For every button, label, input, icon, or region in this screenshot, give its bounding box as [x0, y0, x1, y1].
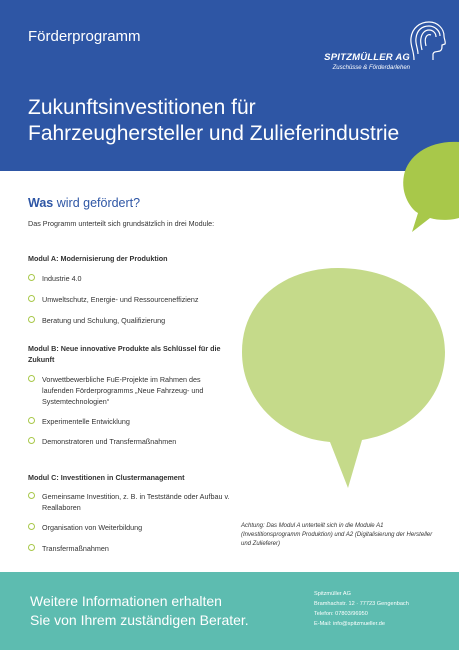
- module-b-title: Modul B: Neue innovative Produkte als Schlüssel für die Zukunft: [28, 344, 221, 364]
- contact-block: [314, 589, 454, 629]
- contact-company: Spitzmüller AG: [314, 591, 351, 597]
- circle-bullet-icon: [28, 375, 35, 382]
- logo-subtitle: Zuschüsse & Förderdarlehen: [332, 65, 410, 71]
- question-rest: wird gefördert?: [53, 196, 141, 210]
- footer-cta: [30, 592, 290, 630]
- title-line-2: Fahrzeughersteller und Zulieferindustrie: [28, 122, 400, 145]
- module-c-title: Modul C: Investitionen in Clustermanagement: [28, 473, 185, 482]
- contact-address: Bramhachstr. 12 · 77723 Gengenbach: [314, 601, 409, 607]
- question-bold: Was: [28, 196, 54, 210]
- title-line-1: Zukunftsinvestitionen für: [28, 96, 256, 119]
- module-a-title: Modul A: Modernisierung der Produktion: [28, 254, 168, 263]
- kicker-label: Förderprogramm: [28, 28, 141, 45]
- large-green-bubble: [242, 268, 445, 488]
- module-note: Achtung: Das Modul A unterteilt sich in die Module A1 (Investitionsprogramm Produktion) und A2 (Digitalisierung der Hersteller und Zulieferer): [241, 523, 433, 547]
- circle-bullet-icon: [28, 492, 35, 499]
- logo-name: SPITZMÜLLER AG: [324, 52, 410, 63]
- small-lime-bubble: [403, 142, 459, 232]
- circle-bullet-icon: [28, 274, 35, 281]
- circle-bullet-icon: [28, 437, 35, 444]
- contact-phone: Telefon: 07803/96950: [314, 611, 368, 617]
- circle-bullet-icon: [28, 316, 35, 323]
- intro-text: Das Programm unterteilt sich grundsätzlich in drei Module:: [28, 219, 215, 228]
- footer-line-1: Weitere Informationen erhalten: [30, 593, 222, 609]
- footer-banner: [0, 572, 459, 650]
- circle-bullet-icon: [28, 295, 35, 302]
- circle-bullet-icon: [28, 417, 35, 424]
- circle-bullet-icon: [28, 523, 35, 530]
- footer-line-2: Sie von Ihrem zuständigen Berater.: [30, 612, 249, 628]
- contact-email[interactable]: E-Mail: info@spitzmueller.de: [314, 621, 385, 627]
- circle-bullet-icon: [28, 544, 35, 551]
- section-question: [28, 196, 140, 210]
